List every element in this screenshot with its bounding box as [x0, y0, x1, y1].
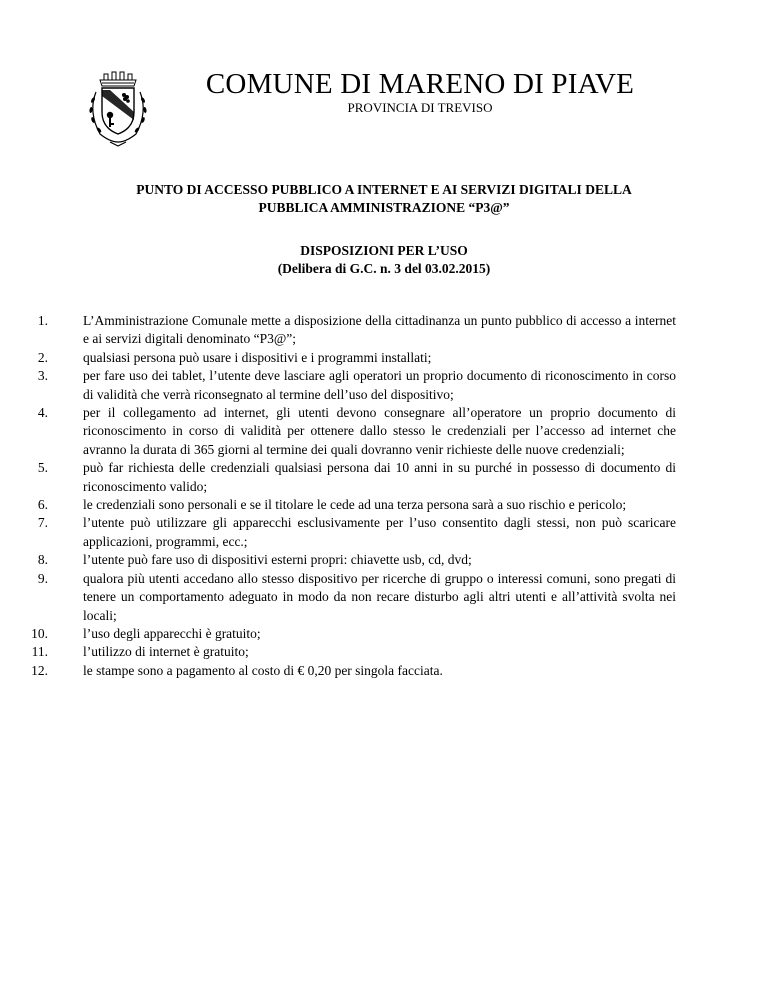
- rule-number: 11.: [31, 644, 48, 660]
- rule-number: 4.: [37, 405, 48, 421]
- rule-number: 6.: [37, 497, 48, 513]
- rule-item: [22, 514, 676, 551]
- rule-item: [22, 643, 676, 661]
- document-heading: [60, 181, 708, 217]
- rule-text: per il collegamento ad internet, gli utenti devono consegnare all’operatore un proprio documento di riconoscimento in corso di validità per ottenere dallo stesso le credenziali per l’accesso ad internet che avranno la durata di 365 giorni al termine dei quali dovranno venir richieste delle nuove credenziali;: [83, 405, 676, 457]
- rule-text: le credenziali sono personali e se il titolare le cede ad una terza persona sarà a suo rischio e pericolo;: [83, 497, 627, 513]
- section-title: DISPOSIZIONI PER L’USO: [300, 243, 468, 258]
- rule-item: [22, 496, 676, 514]
- section-reference: (Delibera di G.C. n. 3 del 03.02.2015): [277, 261, 491, 276]
- rule-item: [22, 551, 676, 569]
- rule-text: l’uso degli apparecchi è gratuito;: [83, 625, 261, 641]
- rule-number: 12.: [31, 662, 48, 678]
- document-heading-line-1: PUNTO DI ACCESSO PUBBLICO A INTERNET E AI SERVIZI DIGITALI DELLA: [136, 182, 632, 197]
- rule-item: [22, 459, 676, 496]
- rule-text: l’utilizzo di internet è gratuito;: [83, 644, 249, 660]
- rule-number: 2.: [37, 349, 48, 365]
- section-heading: [60, 242, 708, 278]
- rule-item: [22, 349, 676, 367]
- rule-item: [22, 404, 676, 459]
- rule-number: 10.: [31, 625, 48, 641]
- rule-number: 7.: [37, 515, 48, 531]
- document-heading-line-2: PUBBLICA AMMINISTRAZIONE “P3@”: [258, 200, 510, 215]
- rule-text: le stampe sono a pagamento al costo di € 0,20 per singola facciata.: [83, 662, 443, 678]
- rule-text: può far richiesta delle credenziali qualsiasi persona dai 10 anni in su purché in possesso di documento di riconoscimento valido;: [83, 460, 676, 494]
- rule-text: qualora più utenti accedano allo stesso dispositivo per ricerche di gruppo o interessi comuni, sono pregati di tenere un comportamento adeguato in modo da non recare disturbo agli altri utenti e all’attività svolta nei locali;: [83, 570, 676, 623]
- rule-text: l’utente può utilizzare gli apparecchi esclusivamente per l’uso consentito dagli stessi, non può scaricare applicazioni, programmi, ecc.;: [83, 515, 676, 549]
- municipal-coat-of-arms-icon: [80, 68, 156, 150]
- rules-list: [22, 312, 676, 680]
- rule-text: qualsiasi persona può usare i dispositivi e i programmi installati;: [83, 349, 432, 365]
- rule-item: [22, 662, 676, 680]
- rule-text: L’Amministrazione Comunale mette a disposizione della cittadinanza un punto pubblico di accesso a internet e ai servizi digitali denominato “P3@”;: [83, 313, 676, 347]
- rule-item: [22, 312, 676, 349]
- rule-number: 3.: [37, 368, 48, 384]
- rule-number: 5.: [37, 460, 48, 476]
- rule-item: [22, 367, 676, 404]
- rule-number: 8.: [37, 552, 48, 568]
- province-subtitle: PROVINCIA DI TREVISO: [347, 100, 493, 115]
- rule-number: 1.: [37, 313, 48, 328]
- municipality-title: COMUNE DI MARENO DI PIAVE: [205, 68, 635, 100]
- letterhead: [150, 68, 690, 116]
- rule-text: per fare uso dei tablet, l’utente deve lasciare agli operatori un proprio documento di riconoscimento in corso di validità che verrà riconsegnato al termine dell’uso del dispositivo;: [83, 368, 676, 402]
- rule-text: l’utente può fare uso di dispositivi esterni propri: chiavette usb, cd, dvd;: [83, 552, 472, 568]
- rule-item: [22, 625, 676, 643]
- rule-item: [22, 570, 676, 625]
- rule-number: 9.: [37, 570, 48, 586]
